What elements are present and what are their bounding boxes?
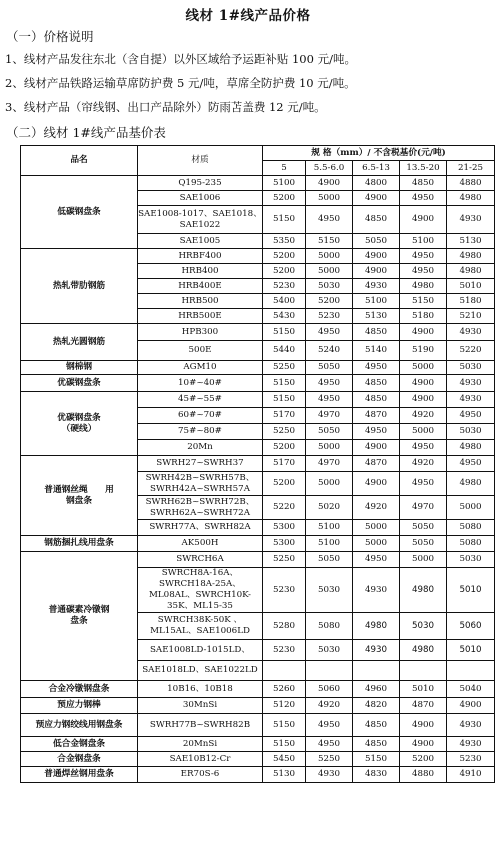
price-cell: 5030: [400, 613, 447, 640]
product-name-cell: 低合金钢盘条: [21, 737, 138, 752]
price-cell: 4900: [400, 714, 447, 737]
product-name-cell: 热轧带肋钢筋: [21, 249, 138, 324]
price-table: [20, 145, 495, 783]
spec-5: 5: [263, 161, 306, 176]
price-cell: 5230: [306, 309, 353, 324]
price-cell: [306, 661, 353, 681]
product-name-cell: 优碳钢盘条 （硬线）: [21, 392, 138, 456]
price-cell: 5000: [306, 249, 353, 264]
price-cell: 4900: [306, 176, 353, 191]
header-material: 材质: [138, 146, 263, 176]
material-cell: SWRH27~SWRH37: [138, 456, 263, 472]
table-row: [21, 767, 495, 783]
price-cell: 5250: [306, 752, 353, 767]
price-cell: 5100: [306, 520, 353, 536]
material-cell: HRB400E: [138, 279, 263, 294]
price-cell: 5050: [306, 361, 353, 375]
price-cell: 4900: [400, 324, 447, 341]
price-cell: 4950: [306, 324, 353, 341]
price-cell: 4850: [353, 324, 400, 341]
price-cell: 4930: [353, 568, 400, 613]
price-cell: 5440: [263, 341, 306, 361]
product-name-cell: 热轧光圆钢筋: [21, 324, 138, 361]
price-cell: 4930: [447, 737, 495, 752]
material-cell: SWRH62B~SWRH72B、SWRH62A~SWRH72A: [138, 496, 263, 520]
material-cell: SAE10B12-Cr: [138, 752, 263, 767]
price-table-body: [21, 176, 495, 783]
section-price-notes: （一）价格说明: [6, 29, 94, 44]
price-cell: 5250: [263, 552, 306, 568]
price-cell: 4930: [447, 392, 495, 408]
price-cell: 4910: [447, 767, 495, 783]
material-cell: SAE1008LD-1015LD、: [138, 640, 263, 661]
price-cell: 5000: [400, 424, 447, 440]
price-cell: 4950: [306, 206, 353, 234]
product-name-cell: 普通钢丝绳 用 钢盘条: [21, 456, 138, 536]
price-cell: 5200: [263, 472, 306, 496]
table-row: [21, 249, 495, 264]
price-cell: 5450: [263, 752, 306, 767]
price-cell: 4930: [447, 714, 495, 737]
material-cell: 30MnSi: [138, 698, 263, 714]
price-cell: 4960: [353, 681, 400, 698]
material-cell: SWRCH6A: [138, 552, 263, 568]
price-cell: 4930: [306, 767, 353, 783]
price-cell: 4980: [353, 613, 400, 640]
material-cell: HRB500E: [138, 309, 263, 324]
price-cell: 4920: [400, 456, 447, 472]
header-product-name: 品名: [21, 146, 138, 176]
price-cell: 5000: [400, 552, 447, 568]
table-row: [21, 714, 495, 737]
product-name-cell: 合金冷镦钢盘条: [21, 681, 138, 698]
price-cell: 5230: [263, 279, 306, 294]
price-cell: 5100: [400, 234, 447, 249]
price-cell: [447, 661, 495, 681]
product-name-cell: 低碳钢盘条: [21, 176, 138, 249]
price-cell: 4850: [353, 392, 400, 408]
table-row: [21, 698, 495, 714]
material-cell: 60#~70#: [138, 408, 263, 424]
price-cell: 5240: [306, 341, 353, 361]
price-cell: 5250: [263, 424, 306, 440]
price-cell: [400, 661, 447, 681]
price-cell: 5000: [400, 361, 447, 375]
price-cell: 4850: [353, 375, 400, 392]
price-cell: 4970: [306, 408, 353, 424]
table-row: [21, 752, 495, 767]
price-cell: 4980: [447, 191, 495, 206]
material-cell: SWRH77B~SWRH82B: [138, 714, 263, 737]
price-cell: 5200: [263, 249, 306, 264]
material-cell: AK500H: [138, 536, 263, 552]
price-cell: 4850: [400, 176, 447, 191]
price-cell: 5230: [263, 568, 306, 613]
price-cell: 5010: [447, 279, 495, 294]
price-cell: 5050: [306, 424, 353, 440]
price-cell: 5080: [447, 520, 495, 536]
price-cell: 4920: [353, 496, 400, 520]
table-row: [21, 324, 495, 341]
material-cell: SAE1005: [138, 234, 263, 249]
price-cell: 5010: [400, 681, 447, 698]
price-cell: 4980: [400, 640, 447, 661]
price-cell: 4950: [400, 264, 447, 279]
price-cell: 4900: [353, 472, 400, 496]
table-row: [21, 552, 495, 568]
page-title: 线材 1#线产品价格: [185, 8, 311, 24]
price-cell: 4830: [353, 767, 400, 783]
material-cell: 20MnSi: [138, 737, 263, 752]
price-cell: 5050: [400, 536, 447, 552]
price-cell: 4980: [447, 440, 495, 456]
price-cell: 5200: [263, 264, 306, 279]
price-cell: 5150: [353, 752, 400, 767]
table-row: [21, 176, 495, 191]
product-name-cell: 优碳钢盘条: [21, 375, 138, 392]
price-cell: 5130: [263, 767, 306, 783]
price-cell: 4870: [353, 456, 400, 472]
price-cell: 5220: [447, 341, 495, 361]
price-cell: 4900: [353, 191, 400, 206]
price-cell: [353, 661, 400, 681]
price-cell: 5300: [263, 536, 306, 552]
price-cell: 4970: [306, 456, 353, 472]
price-cell: 5200: [263, 191, 306, 206]
price-cell: 5190: [400, 341, 447, 361]
price-cell: 4880: [447, 176, 495, 191]
price-cell: 5210: [447, 309, 495, 324]
price-cell: 5050: [306, 552, 353, 568]
price-cell: 4880: [400, 767, 447, 783]
price-cell: 4900: [447, 698, 495, 714]
price-cell: 5030: [447, 361, 495, 375]
price-cell: 5030: [306, 568, 353, 613]
price-cell: 5000: [306, 440, 353, 456]
price-cell: 4930: [447, 324, 495, 341]
price-cell: 5150: [263, 324, 306, 341]
price-cell: 5150: [306, 234, 353, 249]
price-cell: 4930: [447, 206, 495, 234]
material-cell: 20Mn: [138, 440, 263, 456]
price-cell: 5060: [306, 681, 353, 698]
price-cell: 4920: [306, 698, 353, 714]
price-cell: 5020: [306, 496, 353, 520]
table-row: [21, 361, 495, 375]
spec-21-25: 21-25: [447, 161, 495, 176]
price-cell: 5150: [400, 294, 447, 309]
material-cell: AGM10: [138, 361, 263, 375]
price-cell: 5100: [353, 294, 400, 309]
material-cell: SAE1008-1017、SAE1018、SAE1022: [138, 206, 263, 234]
material-cell: SWRH42B~SWRH57B、SWRH42A~SWRH57A: [138, 472, 263, 496]
price-cell: 5220: [263, 496, 306, 520]
price-cell: 5000: [447, 496, 495, 520]
price-cell: 4820: [353, 698, 400, 714]
price-cell: 4900: [353, 264, 400, 279]
price-cell: 5000: [306, 191, 353, 206]
price-cell: 5000: [306, 264, 353, 279]
price-cell: 5150: [263, 714, 306, 737]
price-cell: 4900: [400, 392, 447, 408]
price-cell: 5180: [447, 294, 495, 309]
material-cell: 75#~80#: [138, 424, 263, 440]
price-cell: 4950: [306, 375, 353, 392]
price-cell: 4900: [353, 249, 400, 264]
product-name-cell: 预应力钢绞线用钢盘条: [21, 714, 138, 737]
price-cell: 5000: [306, 472, 353, 496]
price-cell: 4850: [353, 206, 400, 234]
price-cell: 4950: [306, 392, 353, 408]
price-cell: 5150: [263, 375, 306, 392]
price-cell: 4900: [400, 737, 447, 752]
price-cell: 5040: [447, 681, 495, 698]
spec-6.5-13: 6.5-13: [353, 161, 400, 176]
price-cell: 4980: [400, 568, 447, 613]
price-cell: 5230: [447, 752, 495, 767]
price-cell: 5170: [263, 456, 306, 472]
material-cell: SAE1006: [138, 191, 263, 206]
price-cell: 4950: [400, 440, 447, 456]
price-cell: 5080: [306, 613, 353, 640]
table-row: [21, 456, 495, 472]
material-cell: 45#~55#: [138, 392, 263, 408]
price-cell: 5300: [263, 520, 306, 536]
material-cell: Q195-235: [138, 176, 263, 191]
price-cell: 4950: [353, 424, 400, 440]
product-name-cell: 普通碳素冷镦钢 盘条: [21, 552, 138, 681]
price-cell: 5230: [263, 640, 306, 661]
price-cell: 5140: [353, 341, 400, 361]
material-cell: HPB300: [138, 324, 263, 341]
price-cell: 5030: [447, 552, 495, 568]
price-cell: 4800: [353, 176, 400, 191]
price-cell: 5000: [353, 536, 400, 552]
price-cell: [263, 661, 306, 681]
price-cell: 5260: [263, 681, 306, 698]
product-name-cell: 预应力钢棒: [21, 698, 138, 714]
note-1: 1、线材产品发往东北（含自提）以外区域给予运距补贴 100 元/吨。: [5, 52, 356, 66]
price-cell: 5150: [263, 206, 306, 234]
price-cell: 4930: [447, 375, 495, 392]
price-cell: 5030: [306, 279, 353, 294]
price-cell: 4900: [400, 375, 447, 392]
table-row: [21, 536, 495, 552]
price-cell: 5280: [263, 613, 306, 640]
price-cell: 5350: [263, 234, 306, 249]
price-cell: 5010: [447, 640, 495, 661]
section-base-price-table: （二）线材 1#线产品基价表: [6, 125, 166, 140]
price-cell: 5100: [306, 536, 353, 552]
price-cell: 4870: [400, 698, 447, 714]
material-cell: ER70S-6: [138, 767, 263, 783]
price-cell: 4920: [400, 408, 447, 424]
material-cell: SAE1018LD、SAE1022LD: [138, 661, 263, 681]
price-cell: 5030: [306, 640, 353, 661]
price-cell: 4950: [306, 737, 353, 752]
price-cell: 5150: [263, 392, 306, 408]
price-cell: 4950: [400, 472, 447, 496]
note-3: 3、线材产品（帘线钢、出口产品除外）防雨苫盖费 12 元/吨。: [5, 100, 326, 114]
price-cell: 5200: [400, 752, 447, 767]
price-cell: 5400: [263, 294, 306, 309]
product-name-cell: 合金钢盘条: [21, 752, 138, 767]
price-cell: 5130: [353, 309, 400, 324]
table-row: [21, 392, 495, 408]
price-cell: 5050: [353, 234, 400, 249]
material-cell: 500E: [138, 341, 263, 361]
note-2: 2、线材产品铁路运输草席防护费 5 元/吨，草席全防护费 10 元/吨。: [5, 76, 356, 90]
price-cell: 5030: [447, 424, 495, 440]
price-cell: 5120: [263, 698, 306, 714]
price-cell: 4900: [400, 206, 447, 234]
price-cell: 4850: [353, 737, 400, 752]
price-cell: 5050: [400, 520, 447, 536]
price-cell: 4950: [353, 361, 400, 375]
price-cell: 4850: [353, 714, 400, 737]
material-cell: 10#~40#: [138, 375, 263, 392]
price-cell: 5170: [263, 408, 306, 424]
price-cell: 4980: [400, 279, 447, 294]
price-cell: 5200: [263, 440, 306, 456]
table-row: [21, 375, 495, 392]
material-cell: SWRH77A、SWRH82A: [138, 520, 263, 536]
price-cell: 4950: [353, 552, 400, 568]
material-cell: SWRCH8A-16A、SWRCH18A-25A、ML08AL、SWRCH10K-35K、ML15-35: [138, 568, 263, 613]
price-cell: 4950: [447, 456, 495, 472]
price-cell: 4930: [353, 279, 400, 294]
price-cell: 5130: [447, 234, 495, 249]
price-cell: 4870: [353, 408, 400, 424]
price-cell: 4950: [400, 191, 447, 206]
price-cell: 4950: [447, 408, 495, 424]
price-cell: 4930: [353, 640, 400, 661]
spec-13.5-20: 13.5-20: [400, 161, 447, 176]
price-cell: 5060: [447, 613, 495, 640]
price-cell: 5250: [263, 361, 306, 375]
price-cell: 5180: [400, 309, 447, 324]
price-cell: 4970: [400, 496, 447, 520]
material-cell: HRB400: [138, 264, 263, 279]
price-cell: 4980: [447, 264, 495, 279]
table-row: [21, 737, 495, 752]
price-cell: 5010: [447, 568, 495, 613]
price-cell: 4980: [447, 249, 495, 264]
material-cell: SWRCH38K-50K 、ML15AL、SAE1006LD: [138, 613, 263, 640]
price-cell: 4900: [353, 440, 400, 456]
price-cell: 4950: [400, 249, 447, 264]
material-cell: HRBF400: [138, 249, 263, 264]
product-name-cell: 普通焊丝钢用盘条: [21, 767, 138, 783]
product-name-cell: 钢筋捆扎线用盘条: [21, 536, 138, 552]
header-spec-price: 规 格（mm）/ 不含税基价(元/吨): [263, 146, 495, 161]
price-cell: 5150: [263, 737, 306, 752]
price-cell: 5100: [263, 176, 306, 191]
material-cell: 10B16、10B18: [138, 681, 263, 698]
price-cell: 5080: [447, 536, 495, 552]
price-cell: 4980: [447, 472, 495, 496]
price-cell: 5200: [306, 294, 353, 309]
material-cell: HRB500: [138, 294, 263, 309]
table-row: [21, 681, 495, 698]
price-cell: 5430: [263, 309, 306, 324]
price-cell: 4950: [306, 714, 353, 737]
spec-5.5-6.0: 5.5-6.0: [306, 161, 353, 176]
product-name-cell: 钢棉钢: [21, 361, 138, 375]
price-cell: 5000: [353, 520, 400, 536]
